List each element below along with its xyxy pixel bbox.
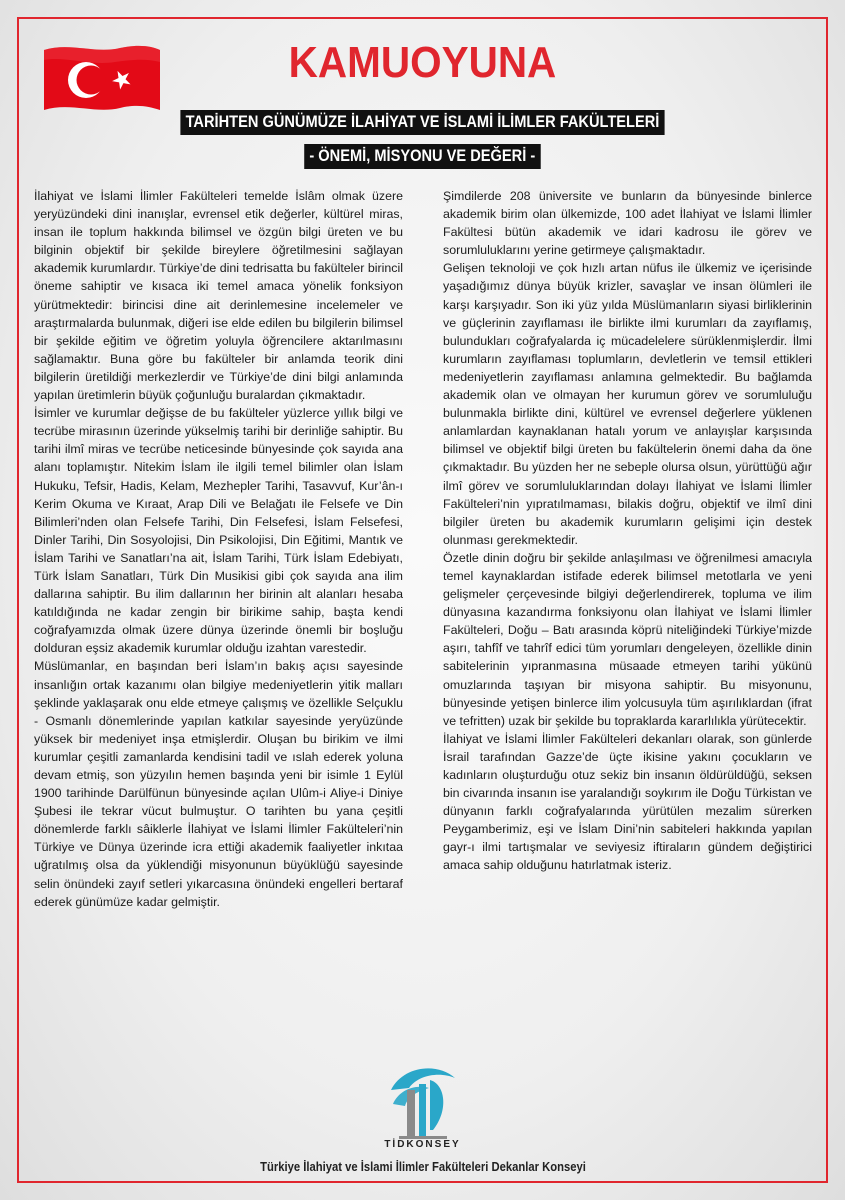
subtitle-line-1 <box>0 110 845 135</box>
paragraph: İlahiyat ve İslami İlimler Fakülteleri temelde İslâm olmak üzere yeryüzündeki dini inanışlar, evrensel etik değerler, kültürel miras, insan ile toplum hakkında bilimsel ve özgün bilgi üreten ve bu bilginin objektif bir şekilde bireylere öğretilmesini sağlayan akademik kurumlardır. Türkiye’de dini tedrisatta bu fakülteler birincil öneme sahiptir ve kısaca iki temel amaca yönelik fonksiyon yürütmektedir: birincisi dine ait derinlemesine incelemeler ve araştırmalarda bulunmak, diğeri ise elde edilen bu bilgilerin bilimsel bir şekilde eğitim ve öğretim yoluyla öğrencilere aktarılmasını sağlamaktır. Buna göre bu fakülteler bir anlamda teorik dini bilgilerin üretildiği merkezlerdir ve Türkiye’de dini bilgi anlamında yapılan üretimlerin büyük çoğunluğu buralardan çıkmaktadır. <box>34 189 403 403</box>
paragraph: İsimler ve kurumlar değişse de bu fakülteler yüzlerce yıllık bilgi ve tecrübe mirasının üzerinde yükselmiş tarihi bir derinliğe sahiptir. Bu tarihi ilmî miras ve tecrübe neticesinde bünyesinde çok sayıda ana alanı toplamıştır. Nitekim İslam ile ilgili temel bilimler olan İslam Hukuku, Tefsir, Hadis, Kelam, Mezhepler Tarihi, Tasavvuf, Kur’ân-ı Kerim Okuma ve Kıraat, Arap Dili ve Belağatı ile Felsefe ve Din Bilimleri’nden olan Felsefe Tarihi, Din Felsefesi, İslam Felsefesi, Dinler Tarihi, Din Sosyolojisi, Din Psikolojisi, Din Eğitimi, Mantık ve İslam Tarihi ve Sanatları’na ait, İslam Tarihi, Türk İslam Edebiyatı, Türk İslam Sanatları, Türk Din Musikisi gibi çok sayıda ana ilim dallarına sahiptir. Bu ilim dallarının her birinin alt alanları hesaba katıldığında ne kadar zengin bir birikime sahip, başta kendi coğrafyamızda olmak üzere dünya üzerinde önemli bir boşluğu dolduran eşsiz akademik kurumlar olduğu izahtan varestedir. <box>34 406 403 656</box>
paragraph: İlahiyat ve İslami İlimler Fakülteleri dekanları olarak, son günlerde İsrail tarafından Gazze’de üçte ikisine yakını çocukların ve kadınların oluşturduğu otuz sekiz bin insanın öldürüldüğü, seksen bin civarında insanın ise yaralandığı soykırım ile Doğu Türkistan ve dünyanın farklı coğrafyalarında yürütülen mezalim sürerken Peygamberimiz, eşi ve İslam Dini’nin sabiteleri hakkında yapılan gayr-ı ilmi tartışmalar ve seviyesiz iftiraların gündem değiştirici amaca sahip olduğunu hatırlatmak isteriz. <box>443 731 812 873</box>
page-title: KAMUOYUNA <box>288 38 557 87</box>
tid-konsey-logo-icon <box>385 1060 461 1146</box>
left-column <box>34 187 403 911</box>
subtitle-line-2-text: - ÖNEMİ, MİSYONU VE DEĞERİ - <box>304 144 540 169</box>
logo-text: TİDKONSEY <box>384 1139 461 1150</box>
organization-name-text: Türkiye İlahiyat ve İslami İlimler Fakülteleri Dekanlar Konseyi <box>259 1160 586 1174</box>
paragraph: Müslümanlar, en başından beri İslam’ın bakış açısı sayesinde insanlığın ortak kazanımı olan bilgiye medeniyetlerin yitik malları şeklinde yaklaşarak onu elde etmeye çalışmış ve özellikle Selçuklu - Osmanlı dönemlerinde yapılan katkılar sayesinde yeryüzünde yüksek bir medeniyet inşa etmişlerdir. Oluşan bu birikim ve ilmi kurumlar çeşitli zamanlarda kendisini tadil ve ıslah ederek yoluna devam etmiş, son yüzyılın hemen başında yeni bir isimle 1 Eylül 1900 tarihinde Darülfünun bünyesinde açılan Ulûm-i Aliye-i Diniye Şubesi ile tekrar vücut bulmuştur. O tarihten bu yana çeşitli dönemlerde farklı sâiklerle İlahiyat ve İslami İlimler Fakülteleri’nin Türkiye ve Dünya üzerinde icra ettiği akademik faaliyetler inkıtaa uğratılmış olsa da yüklendiği misyonunun büyüklüğü sayesinde selin önündeki zayıf setleri yıkarcasına önündeki engelleri bertaraf ederek günümüze kadar gelmiştir. <box>34 659 403 909</box>
organization-name <box>0 1160 845 1174</box>
paragraph: Özetle dinin doğru bir şekilde anlaşılması ve öğrenilmesi amacıyla temel kaynaklardan istifade ederek bilimsel metotlarla ve yeni gelişmeler çerçevesinde bilgiyi değerlendirerek, topluma ve ilim dünyasına kazandırma fonksiyonu olan İlahiyat ve İslami İlimler Fakülteleri, Doğu – Batı arasında köprü niteliğindeki Türkiye’mizde aşırı, tahfîf ve tahrîf edici tüm yorumları dengeleyen, özellikle dinin sabitelerinin yıpranmasına müsaade etmeyen tarihi yükünü omuzlarında taşıyan bir misyona sahiptir. Bu misyonunu, bünyesinde yetişen binlerce ilim yolcusuyla tüm aşırılıklardan (ifrat ve tefritten) uzak bir şekilde bu topraklarda kararlılıkla yürütecektir. <box>443 550 812 728</box>
subtitle-line-2 <box>0 144 845 169</box>
subtitle-line-1-text: TARİHTEN GÜNÜMÜZE İLAHİYAT VE İSLAMİ İLİMLER FAKÜLTELERİ <box>180 110 664 135</box>
right-column <box>443 187 812 875</box>
paragraph: Gelişen teknoloji ve çok hızlı artan nüfus ile ülkemiz ve içerisinde yaşadığımız dünya büyük krizler, savaşlar ve insan ölümleri ile karşı karşıyadır. Son iki yüz yılda Müslümanların siyasi birliklerinin ve güçlerinin zayıflaması ile birlikte ilmi kurumları da zayıflamış, bulundukları coğrafyalarda iç mücadelelere sürüklenmişlerdir. İlmi kurumların zayıflaması toplumların, devletlerin ve temsil ettikleri medeniyetlerin zayıflaması anlamına gelmektedir. Bu bağlamda akademik olan ve olmayan her kurumun görev ve sorumluluğu bulunmakla birlikte dini, kültürel ve evrensel değerlere yüklenen anlamlardan kaynaklanan hatalı yorum ve anlayışlar karşısında bilimsel ve objektif bilgi üreten bu fakültelerin önemi daha da öne çıkmaktadır. Bu yüzden her ne sebeple olursa olsun, yürüttüğü ağır ilmî görev ve sorumluluklarından dolayı İlahiyat ve İslami İlimler Fakülteleri’nin yıpratılmaması, bilakis doğru, objektif ve ilmî dini bilgiler üreten bu akademik kurumların gelişimi için destek olunması gerekmektedir. <box>443 261 812 547</box>
paragraph: Şimdilerde 208 üniversite ve bunların da bünyesinde binlerce akademik birim olan ülkemizde, 100 adet İlahiyat ve İslami İlimler Fakültesi bütün akademik ve idari kadrosu ile görev ve sorumluluklarını yerine getirmeye çalışmaktadır. <box>443 189 812 258</box>
